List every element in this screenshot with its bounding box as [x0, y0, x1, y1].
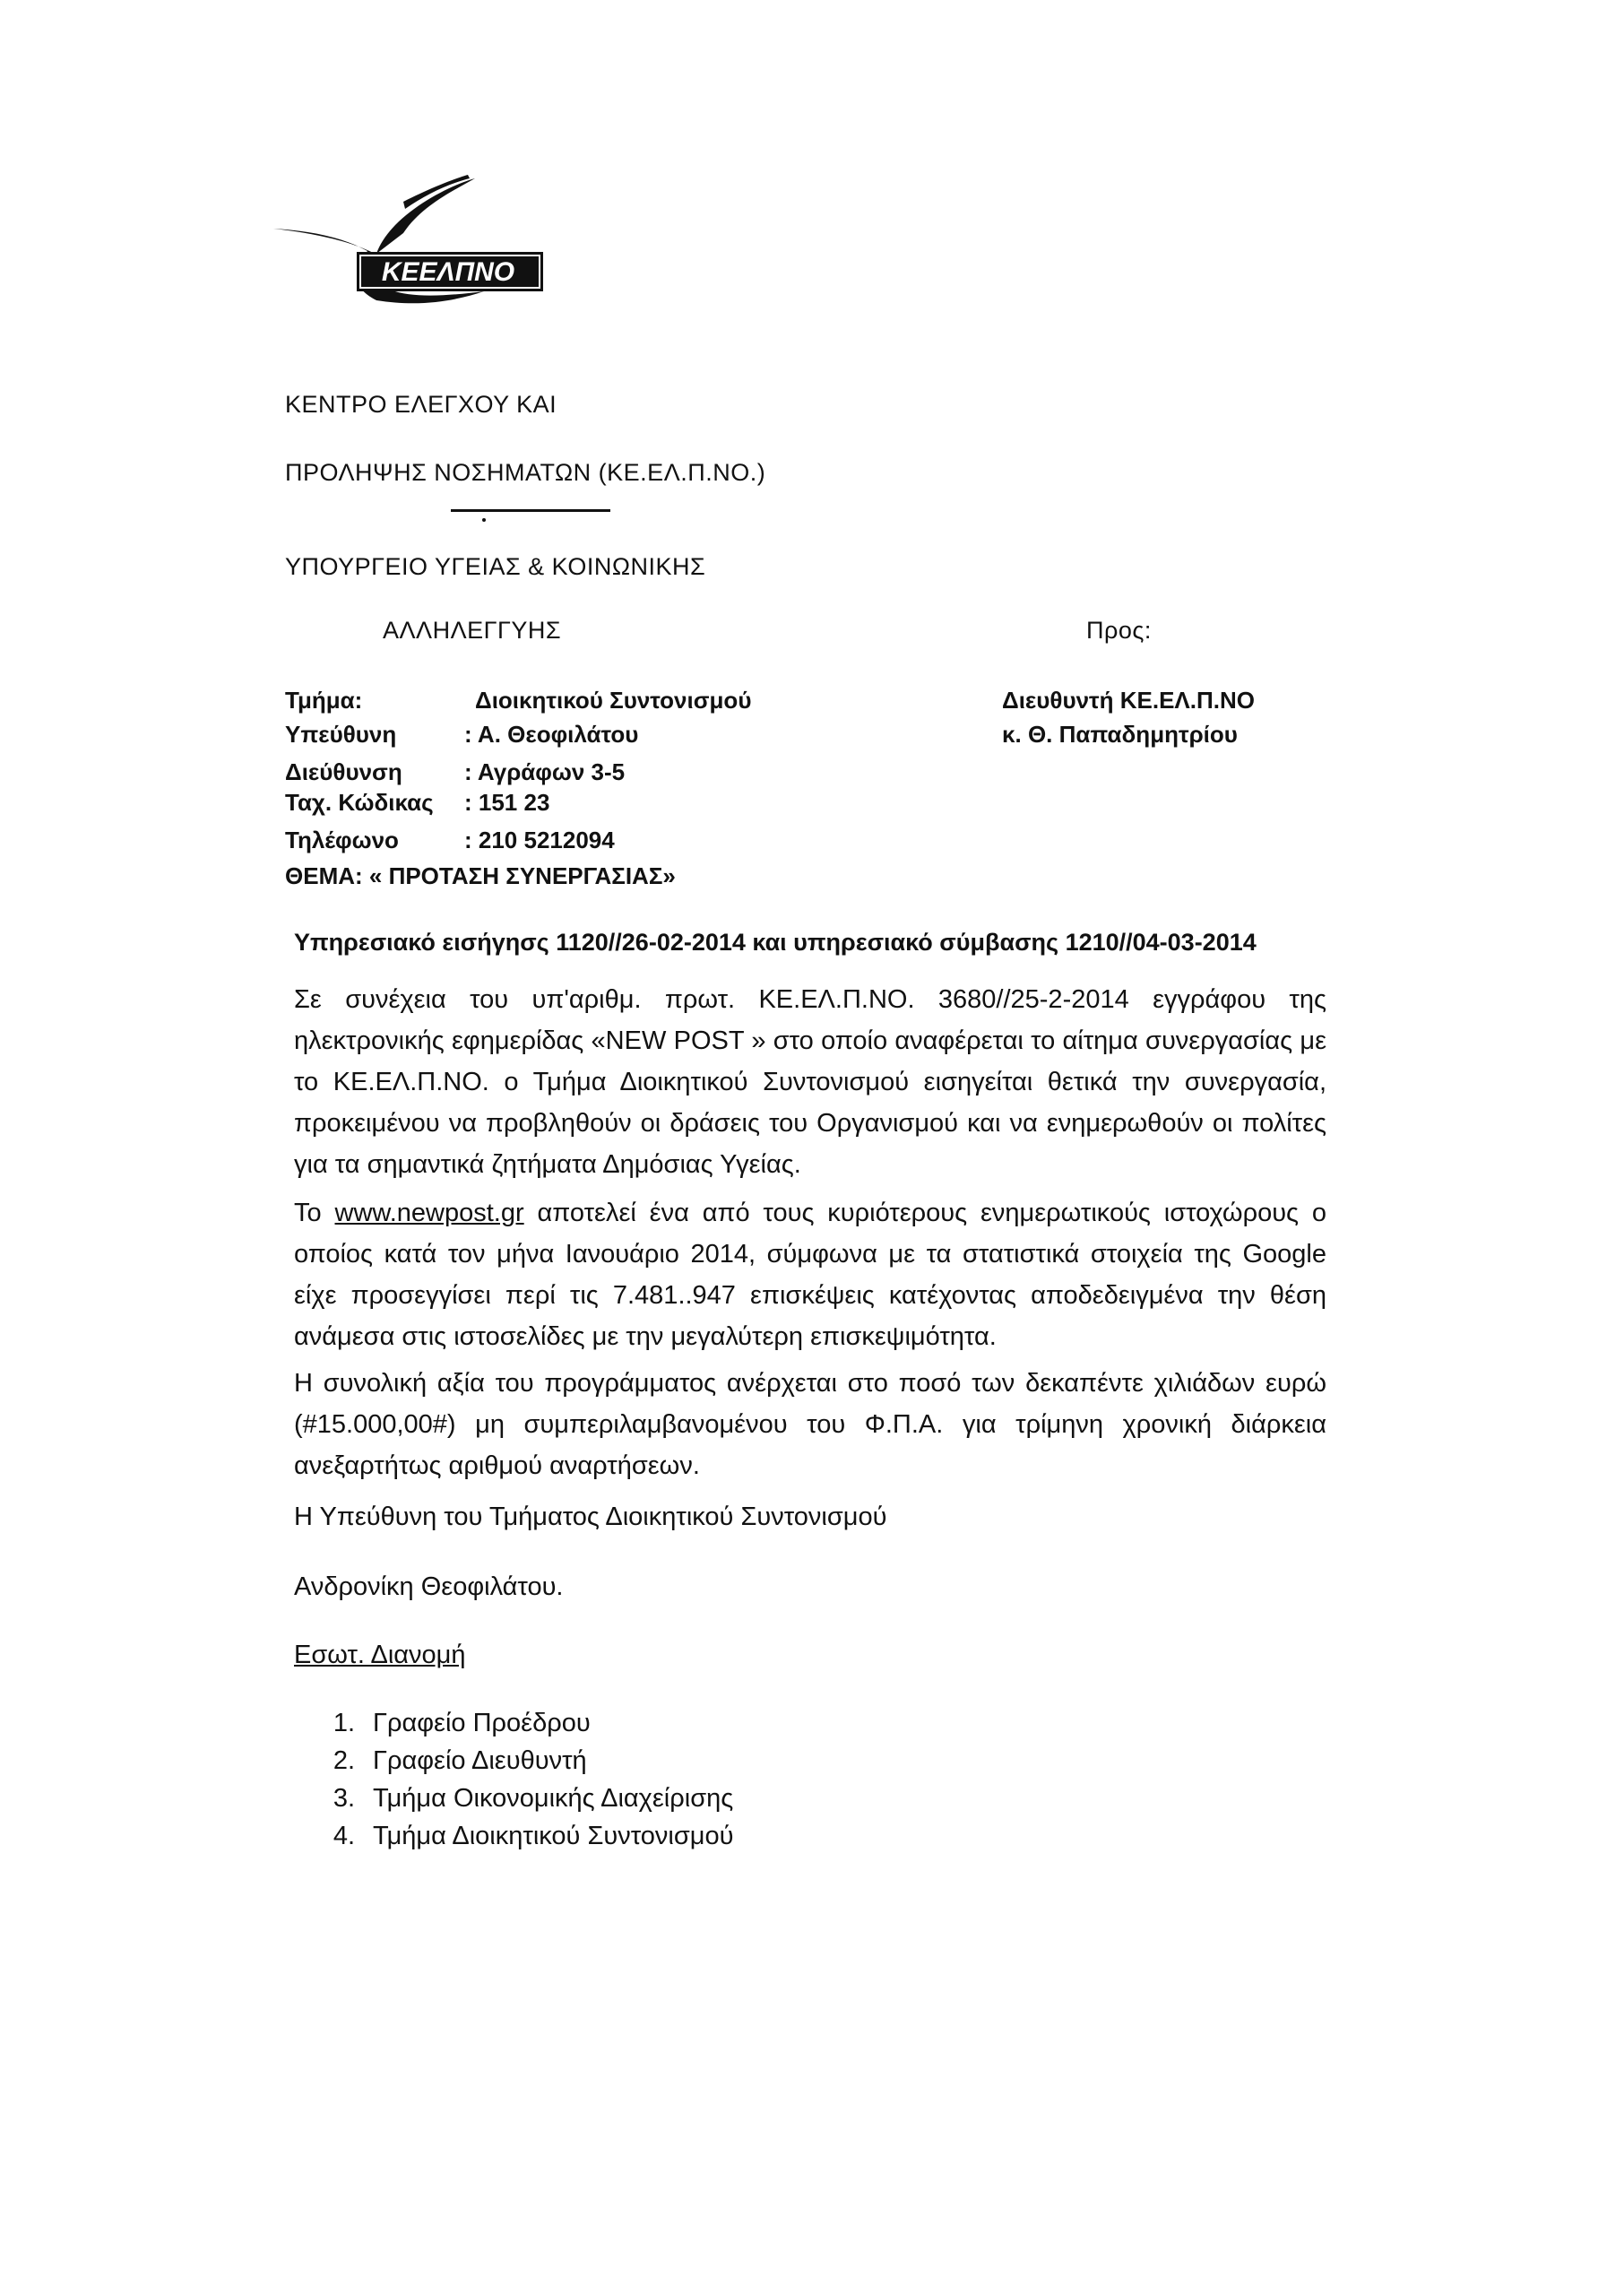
to-label: Προς: [1086, 617, 1152, 644]
sender-label: Τμήμα: [285, 687, 363, 714]
sender-value: : 210 5212094 [464, 827, 615, 853]
paragraph-prefix: Το [294, 1199, 335, 1227]
sender-label: Υπεύθυνη [285, 721, 397, 748]
logo-text: ΚΕΕΛΠΝΟ [381, 257, 515, 287]
distribution-title: Εσωτ. Διανομή [294, 1641, 466, 1669]
sender-value: : Α. Θεοφιλάτου [464, 721, 639, 748]
sender-label: Τηλέφωνο [285, 827, 399, 853]
signoff-line: Η Υπεύθυνη του Τμήματος Διοικητικού Συντονισμού [294, 1503, 887, 1531]
paragraph-text [294, 1192, 1326, 1357]
recipient-line1: Διευθυντή ΚΕ.ΕΛ.Π.ΝΟ [1002, 687, 1255, 714]
subject-line: ΘΕΜΑ: « ΠΡΟΤΑΣΗ ΣΥΝΕΡΓΑΣΙΑΣ» [285, 862, 676, 889]
list-number: 4. [333, 1822, 355, 1850]
list-number: 3. [333, 1784, 355, 1813]
sender-label: Διεύθυνση [285, 758, 402, 785]
header-divider [451, 509, 610, 512]
paragraph-text: Σε συνέχεια του υπ'αριθμ. πρωτ. ΚΕ.ΕΛ.Π.ΝΟ. 3680//25-2-2014 εγγράφου της ηλεκτρονικής εφημερίδας «NEW POST » στο οποίο αναφέρεται το αίτημα συνεργασίας με το ΚΕ.ΕΛ.Π.ΝΟ. ο Τμήμα Διοικητικού Συντονισμού εισηγείται θετικά την συνεργασία, προκειμένου να προβληθούν οι δράσεις του Οργανισμού και να ενημερωθούν οι πολίτες για τα σημαντικά ζητήματα Δημόσιας Υγείας. [294, 985, 1326, 1179]
org-name-line2: ΠΡΟΛΗΨΗΣ ΝΟΣΗΜΑΤΩΝ (ΚΕ.ΕΛ.Π.ΝΟ.) [285, 459, 766, 486]
recipient-line2: κ. Θ. Παπαδημητρίου [1002, 721, 1238, 748]
ministry-line2: ΑΛΛΗΛΕΓΓΥΗΣ [383, 617, 562, 644]
paragraph-rest: αποτελεί ένα από τους κυριότερους ενημερωτικούς ιστοχώρους ο οποίος κατά τον μήνα Ιανουάριο 2014, σύμφωνα με τα στατιστικά στοιχεία της Google είχε προσεγγίσει περί τις 7.481..947 επισκέψεις κατέχοντας αποδεδειγμένα την θέση ανάμεσα στις ιστοσελίδες με την μεγαλύτερη επισκεψιμότητα. [294, 1199, 1326, 1351]
divider-dot [482, 518, 486, 522]
list-text: Τμήμα Οικονομικής Διαχείρισης [373, 1784, 734, 1813]
bird-logo-icon [269, 166, 547, 309]
list-text: Τμήμα Διοικητικού Συντονισμού [373, 1822, 734, 1850]
paragraph-text: Η συνολική αξία του προγράμματος ανέρχεται στο ποσό των δεκαπέντε χιλιάδων ευρώ (#15.000,00#) μη συμπεριλαμβανομένου του Φ.Π.Α. για τρίμηνη χρονική διάρκεια ανεξαρτήτως αριθμού αναρτήσεων. [294, 1369, 1326, 1480]
body-paragraph-1 [294, 979, 1326, 1185]
list-number: 2. [333, 1746, 355, 1775]
keelpno-logo [269, 166, 547, 309]
body-paragraph-2 [294, 1192, 1326, 1357]
ministry-line1: ΥΠΟΥΡΓΕΙΟ ΥΓΕΙΑΣ & ΚΟΙΝΩΝΙΚΗΣ [285, 553, 706, 580]
sender-value: Διοικητικού Συντονισμού [475, 687, 752, 714]
newpost-link[interactable]: www.newpost.gr [334, 1199, 524, 1227]
list-number: 1. [333, 1709, 355, 1737]
sender-value: : Αγράφων 3-5 [464, 758, 626, 785]
list-text: Γραφείο Προέδρου [373, 1709, 591, 1737]
reference-line: Υπηρεσιακό εισήγησς 1120//26-02-2014 και υπηρεσιακό σύμβασης 1210//04-03-2014 [294, 929, 1257, 956]
org-name-line1: ΚΕΝΤΡΟ ΕΛΕΓΧΟΥ ΚΑΙ [285, 391, 557, 418]
sender-details [285, 687, 912, 893]
list-text: Γραφείο Διευθυντή [373, 1746, 587, 1775]
sender-value: : 151 23 [464, 789, 550, 816]
signer-name: Ανδρονίκη Θεοφιλάτου. [294, 1572, 564, 1601]
sender-label: Ταχ. Κώδικας [285, 789, 434, 816]
body-paragraph-3 [294, 1363, 1326, 1486]
